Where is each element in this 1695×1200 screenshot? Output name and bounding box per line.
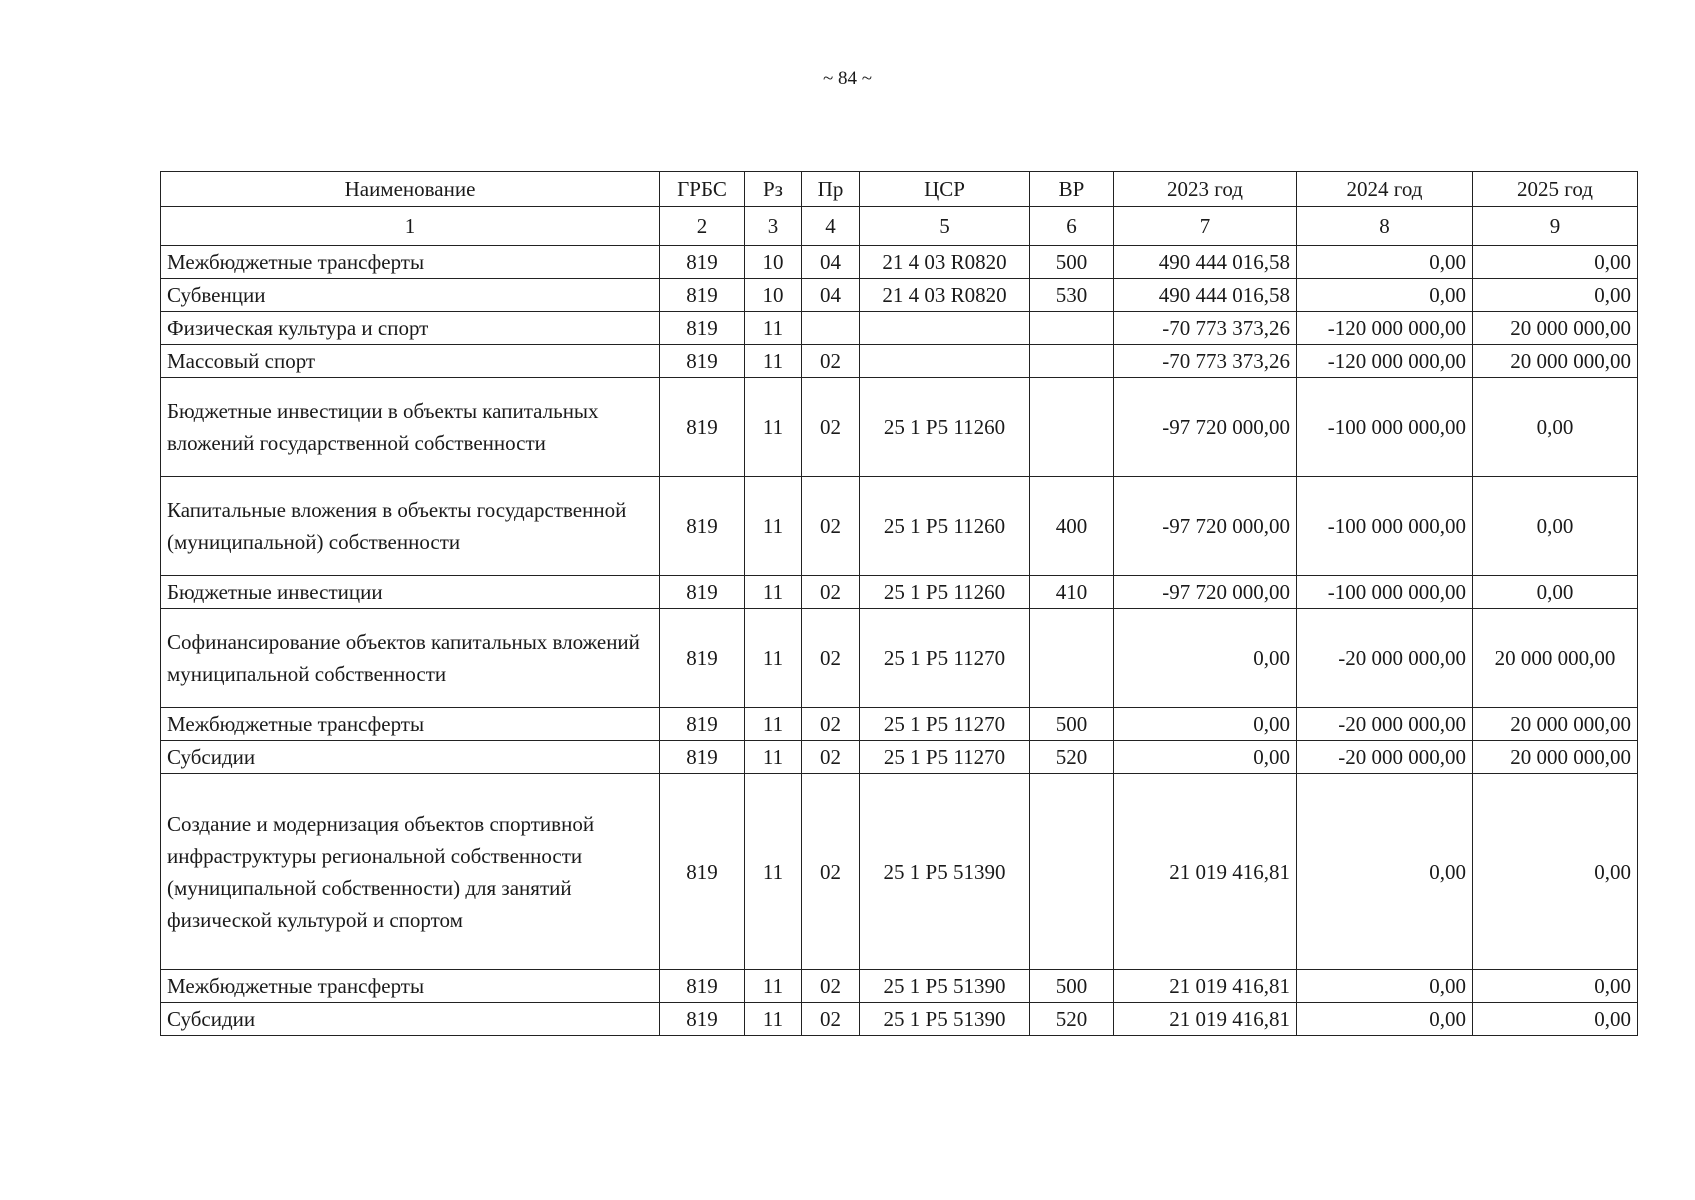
cell-csr	[860, 312, 1030, 345]
cell-vr: 400	[1030, 477, 1114, 576]
cell-vr: 410	[1030, 576, 1114, 609]
cell-2023: 21 019 416,81	[1114, 970, 1297, 1003]
cell-2024: 0,00	[1297, 246, 1473, 279]
cell-2024: 0,00	[1297, 970, 1473, 1003]
cell-csr: 21 4 03 R0820	[860, 246, 1030, 279]
cell-2023: 0,00	[1114, 741, 1297, 774]
cell-2024: 0,00	[1297, 774, 1473, 970]
cell-2023: -97 720 000,00	[1114, 576, 1297, 609]
cell-rz: 11	[745, 609, 802, 708]
cell-name: Межбюджетные трансферты	[161, 708, 660, 741]
cell-2023: 0,00	[1114, 609, 1297, 708]
table-row	[161, 312, 1638, 345]
table-row	[161, 345, 1638, 378]
cell-2023: 0,00	[1114, 708, 1297, 741]
cell-rz: 11	[745, 378, 802, 477]
cell-grbs: 819	[660, 477, 745, 576]
column-number: 1	[161, 207, 660, 246]
cell-rz: 10	[745, 246, 802, 279]
cell-csr: 25 1 P5 11260	[860, 576, 1030, 609]
column-number: 8	[1297, 207, 1473, 246]
cell-vr: 530	[1030, 279, 1114, 312]
cell-2024: -20 000 000,00	[1297, 708, 1473, 741]
cell-grbs: 819	[660, 708, 745, 741]
cell-name: Физическая культура и спорт	[161, 312, 660, 345]
cell-rz: 11	[745, 774, 802, 970]
cell-vr: 520	[1030, 1003, 1114, 1036]
header-csr: ЦСР	[860, 172, 1030, 207]
cell-2023: -97 720 000,00	[1114, 378, 1297, 477]
cell-vr: 500	[1030, 246, 1114, 279]
cell-vr	[1030, 609, 1114, 708]
cell-csr	[860, 345, 1030, 378]
cell-grbs: 819	[660, 246, 745, 279]
cell-grbs: 819	[660, 970, 745, 1003]
table-row	[161, 378, 1638, 477]
cell-grbs: 819	[660, 378, 745, 477]
column-number-row	[161, 207, 1638, 246]
table-row	[161, 279, 1638, 312]
cell-rz: 11	[745, 1003, 802, 1036]
cell-2024: 0,00	[1297, 1003, 1473, 1036]
table-row	[161, 576, 1638, 609]
column-number: 2	[660, 207, 745, 246]
cell-name: Массовый спорт	[161, 345, 660, 378]
cell-2025: 0,00	[1473, 279, 1638, 312]
cell-pr: 02	[802, 378, 860, 477]
cell-2023: -70 773 373,26	[1114, 312, 1297, 345]
cell-grbs: 819	[660, 576, 745, 609]
cell-name: Субвенции	[161, 279, 660, 312]
header-pr: Пр	[802, 172, 860, 207]
cell-vr: 500	[1030, 970, 1114, 1003]
cell-2025: 0,00	[1473, 477, 1638, 576]
table-row	[161, 741, 1638, 774]
header-row	[161, 172, 1638, 207]
cell-csr: 25 1 P5 11260	[860, 477, 1030, 576]
cell-name: Межбюджетные трансферты	[161, 246, 660, 279]
cell-2025: 0,00	[1473, 1003, 1638, 1036]
cell-2024: -20 000 000,00	[1297, 609, 1473, 708]
cell-vr	[1030, 345, 1114, 378]
cell-2025: 0,00	[1473, 378, 1638, 477]
cell-name: Капитальные вложения в объекты государственной (муниципальной) собственности	[161, 477, 660, 576]
table-row	[161, 970, 1638, 1003]
cell-rz: 11	[745, 708, 802, 741]
cell-grbs: 819	[660, 741, 745, 774]
cell-pr: 02	[802, 1003, 860, 1036]
cell-name: Бюджетные инвестиции в объекты капитальных вложений государственной собственности	[161, 378, 660, 477]
cell-rz: 11	[745, 345, 802, 378]
cell-rz: 11	[745, 576, 802, 609]
budget-table	[160, 171, 1638, 1036]
cell-grbs: 819	[660, 345, 745, 378]
column-number: 7	[1114, 207, 1297, 246]
cell-rz: 11	[745, 970, 802, 1003]
cell-2023: 21 019 416,81	[1114, 774, 1297, 970]
cell-csr: 25 1 P5 11260	[860, 378, 1030, 477]
cell-rz: 11	[745, 477, 802, 576]
cell-pr: 02	[802, 609, 860, 708]
cell-grbs: 819	[660, 279, 745, 312]
cell-pr: 02	[802, 708, 860, 741]
header-2024: 2024 год	[1297, 172, 1473, 207]
cell-pr: 04	[802, 246, 860, 279]
cell-pr: 02	[802, 576, 860, 609]
page-number: ~ 84 ~	[822, 68, 873, 89]
cell-2023: 490 444 016,58	[1114, 279, 1297, 312]
cell-pr: 02	[802, 345, 860, 378]
cell-vr	[1030, 378, 1114, 477]
cell-2024: -20 000 000,00	[1297, 741, 1473, 774]
header-grbs: ГРБС	[660, 172, 745, 207]
table-body	[161, 246, 1638, 1036]
cell-2025: 20 000 000,00	[1473, 741, 1638, 774]
cell-2023: 21 019 416,81	[1114, 1003, 1297, 1036]
table-row	[161, 609, 1638, 708]
cell-2025: 0,00	[1473, 774, 1638, 970]
cell-pr: 04	[802, 279, 860, 312]
cell-grbs: 819	[660, 312, 745, 345]
cell-csr: 25 1 P5 11270	[860, 708, 1030, 741]
cell-2025: 20 000 000,00	[1473, 609, 1638, 708]
cell-name: Создание и модернизация объектов спортивной инфраструктуры региональной собственности (муниципальной собственности) для занятий физической культурой и спортом	[161, 774, 660, 970]
cell-name: Межбюджетные трансферты	[161, 970, 660, 1003]
cell-pr: 02	[802, 774, 860, 970]
header-vr: ВР	[1030, 172, 1114, 207]
header-rz: Рз	[745, 172, 802, 207]
table-row	[161, 774, 1638, 970]
cell-csr: 25 1 P5 51390	[860, 970, 1030, 1003]
cell-2024: -100 000 000,00	[1297, 576, 1473, 609]
cell-2024: 0,00	[1297, 279, 1473, 312]
cell-2025: 20 000 000,00	[1473, 708, 1638, 741]
cell-csr: 21 4 03 R0820	[860, 279, 1030, 312]
table-row	[161, 708, 1638, 741]
cell-name: Субсидии	[161, 1003, 660, 1036]
cell-2024: -100 000 000,00	[1297, 378, 1473, 477]
cell-2025: 20 000 000,00	[1473, 345, 1638, 378]
cell-vr: 520	[1030, 741, 1114, 774]
cell-2025: 0,00	[1473, 576, 1638, 609]
cell-vr	[1030, 774, 1114, 970]
cell-2025: 0,00	[1473, 970, 1638, 1003]
table-row	[161, 477, 1638, 576]
cell-pr	[802, 312, 860, 345]
header-name: Наименование	[161, 172, 660, 207]
cell-rz: 11	[745, 312, 802, 345]
cell-csr: 25 1 P5 51390	[860, 1003, 1030, 1036]
cell-2024: -120 000 000,00	[1297, 345, 1473, 378]
table-row	[161, 1003, 1638, 1036]
cell-2025: 0,00	[1473, 246, 1638, 279]
cell-pr: 02	[802, 970, 860, 1003]
cell-2024: -120 000 000,00	[1297, 312, 1473, 345]
column-number: 5	[860, 207, 1030, 246]
cell-2025: 20 000 000,00	[1473, 312, 1638, 345]
cell-grbs: 819	[660, 1003, 745, 1036]
cell-pr: 02	[802, 477, 860, 576]
cell-name: Софинансирование объектов капитальных вложений муниципальной собственности	[161, 609, 660, 708]
column-number: 9	[1473, 207, 1638, 246]
table-row	[161, 246, 1638, 279]
column-number: 3	[745, 207, 802, 246]
cell-grbs: 819	[660, 609, 745, 708]
column-number: 4	[802, 207, 860, 246]
cell-name: Бюджетные инвестиции	[161, 576, 660, 609]
cell-2023: 490 444 016,58	[1114, 246, 1297, 279]
cell-2023: -97 720 000,00	[1114, 477, 1297, 576]
header-2025: 2025 год	[1473, 172, 1638, 207]
cell-pr: 02	[802, 741, 860, 774]
cell-grbs: 819	[660, 774, 745, 970]
header-2023: 2023 год	[1114, 172, 1297, 207]
cell-2023: -70 773 373,26	[1114, 345, 1297, 378]
cell-rz: 10	[745, 279, 802, 312]
column-number: 6	[1030, 207, 1114, 246]
cell-name: Субсидии	[161, 741, 660, 774]
cell-2024: -100 000 000,00	[1297, 477, 1473, 576]
cell-vr	[1030, 312, 1114, 345]
cell-rz: 11	[745, 741, 802, 774]
cell-csr: 25 1 P5 11270	[860, 741, 1030, 774]
cell-csr: 25 1 P5 11270	[860, 609, 1030, 708]
cell-csr: 25 1 P5 51390	[860, 774, 1030, 970]
cell-vr: 500	[1030, 708, 1114, 741]
